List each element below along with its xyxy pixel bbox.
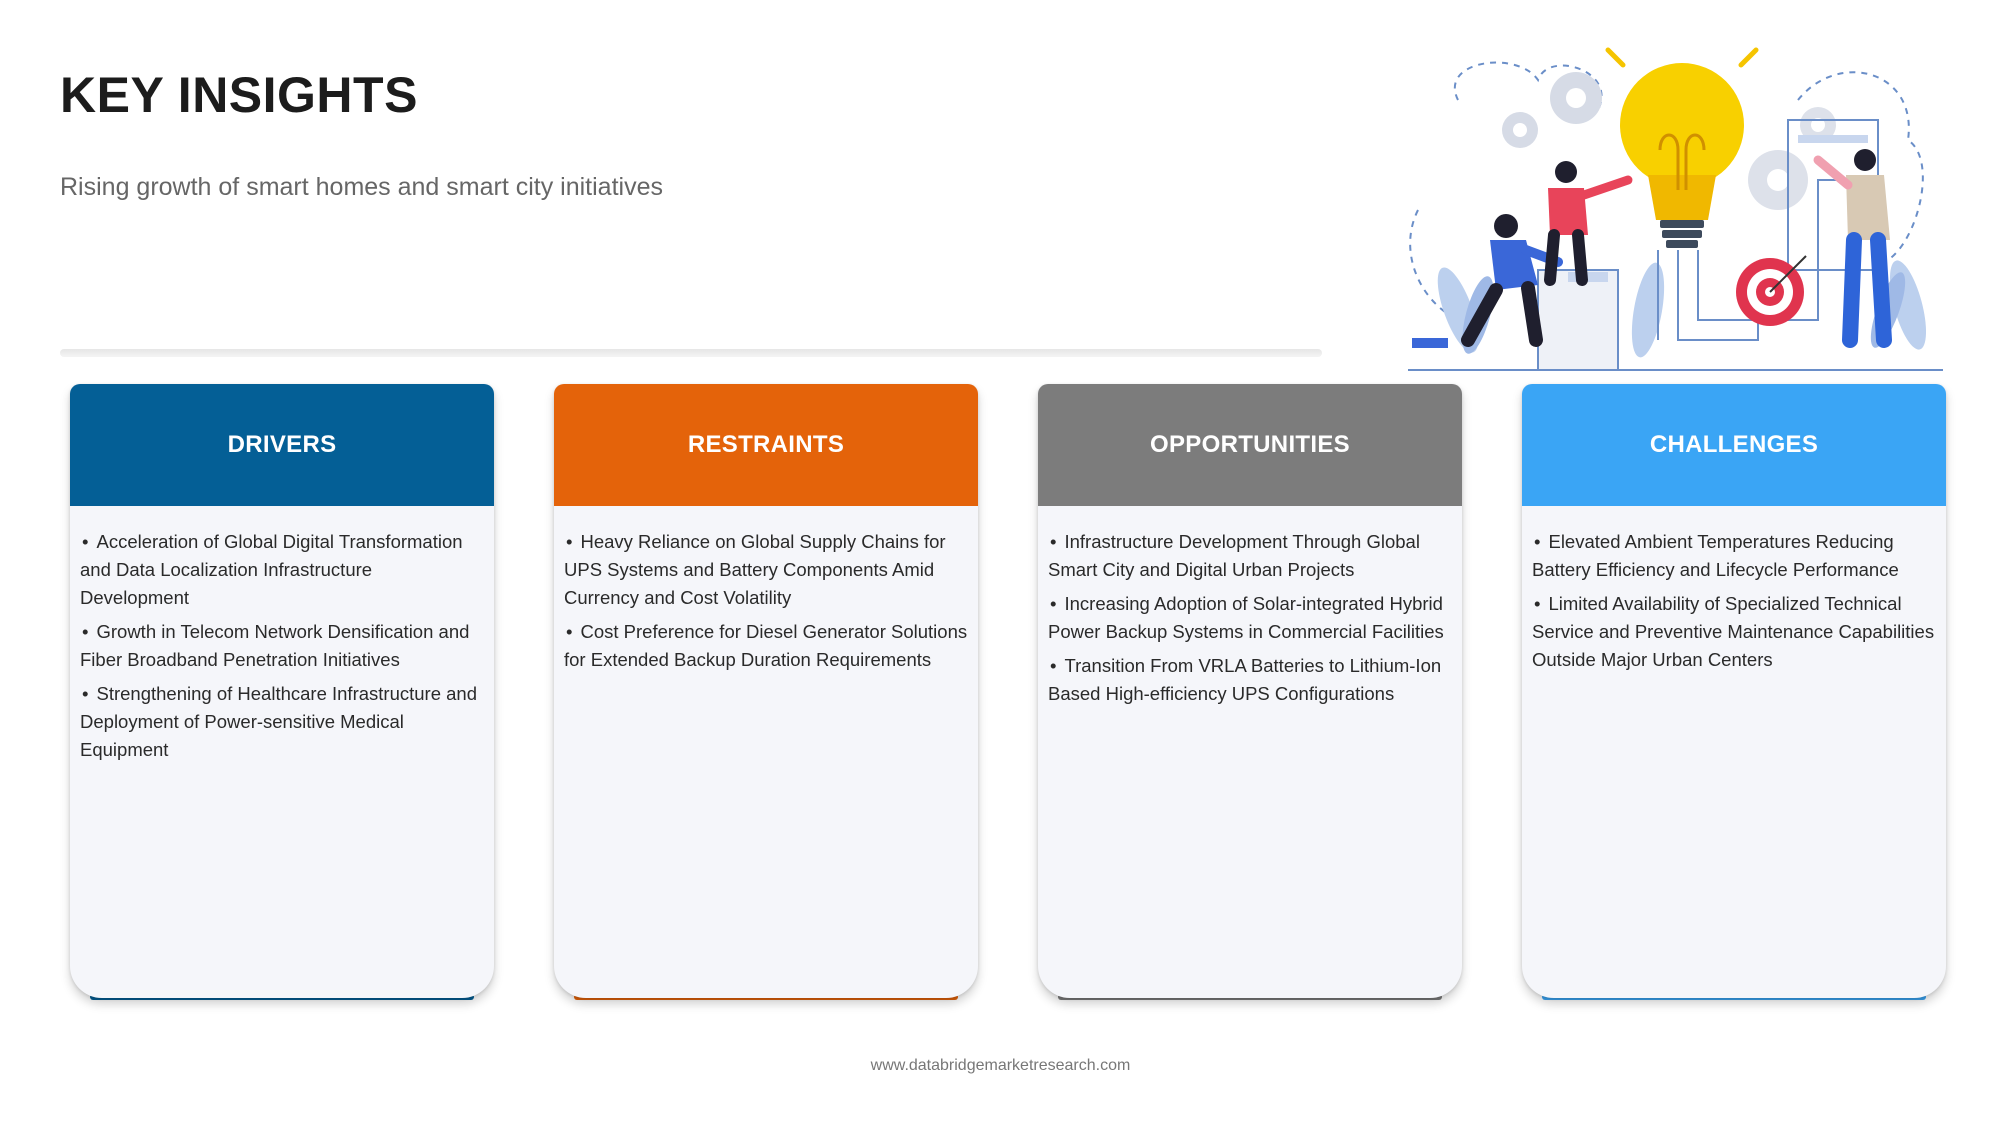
challenges-card [1522, 384, 1946, 998]
card-header: DRIVERS [70, 384, 494, 506]
footer-url[interactable]: www.databridgemarketresearch.com [870, 1057, 1131, 1074]
list-item: • Limited Availability of Specialized Technical Service and Preventive Maintenance Capabilities Outside Major Urban Centers [1532, 593, 1935, 670]
list-item: • Acceleration of Global Digital Transformation and Data Localization Infrastructure Development [80, 531, 463, 608]
card-item-list [1048, 528, 1452, 714]
list-item: • Heavy Reliance on Global Supply Chains for UPS Systems and Battery Components Amid Currency and Cost Volatility [564, 531, 946, 608]
list-item: • Elevated Ambient Temperatures Reducing Battery Efficiency and Lifecycle Performance [1532, 531, 1899, 580]
card-item-list [80, 528, 484, 770]
list-item: • Transition From VRLA Batteries to Lithium-Ion Based High-efficiency UPS Configurations [1048, 655, 1442, 704]
list-item: • Cost Preference for Diesel Generator Solutions for Extended Backup Duration Requirements [564, 621, 968, 670]
card-item-list [564, 528, 968, 680]
restraints-card [554, 384, 978, 998]
card-header: OPPORTUNITIES [1038, 384, 1462, 506]
page-title: KEY INSIGHTS [60, 67, 418, 123]
card-header: RESTRAINTS [554, 384, 978, 506]
list-item: • Strengthening of Healthcare Infrastructure and Deployment of Power-sensitive Medical Equipment [80, 683, 477, 760]
drivers-card [70, 384, 494, 998]
lightbulb-team-illustration-icon [1398, 40, 1946, 380]
list-item: • Infrastructure Development Through Global Smart City and Digital Urban Projects [1048, 531, 1420, 580]
opportunities-card [1038, 384, 1462, 998]
header-divider [60, 349, 1322, 357]
list-item: • Increasing Adoption of Solar-integrated Hybrid Power Backup Systems in Commercial Facilities [1048, 593, 1444, 642]
card-header: CHALLENGES [1522, 384, 1946, 506]
card-item-list [1532, 528, 1936, 680]
page-subtitle: Rising growth of smart homes and smart city initiatives [60, 173, 663, 201]
list-item: • Growth in Telecom Network Densification and Fiber Broadband Penetration Initiatives [80, 621, 470, 670]
